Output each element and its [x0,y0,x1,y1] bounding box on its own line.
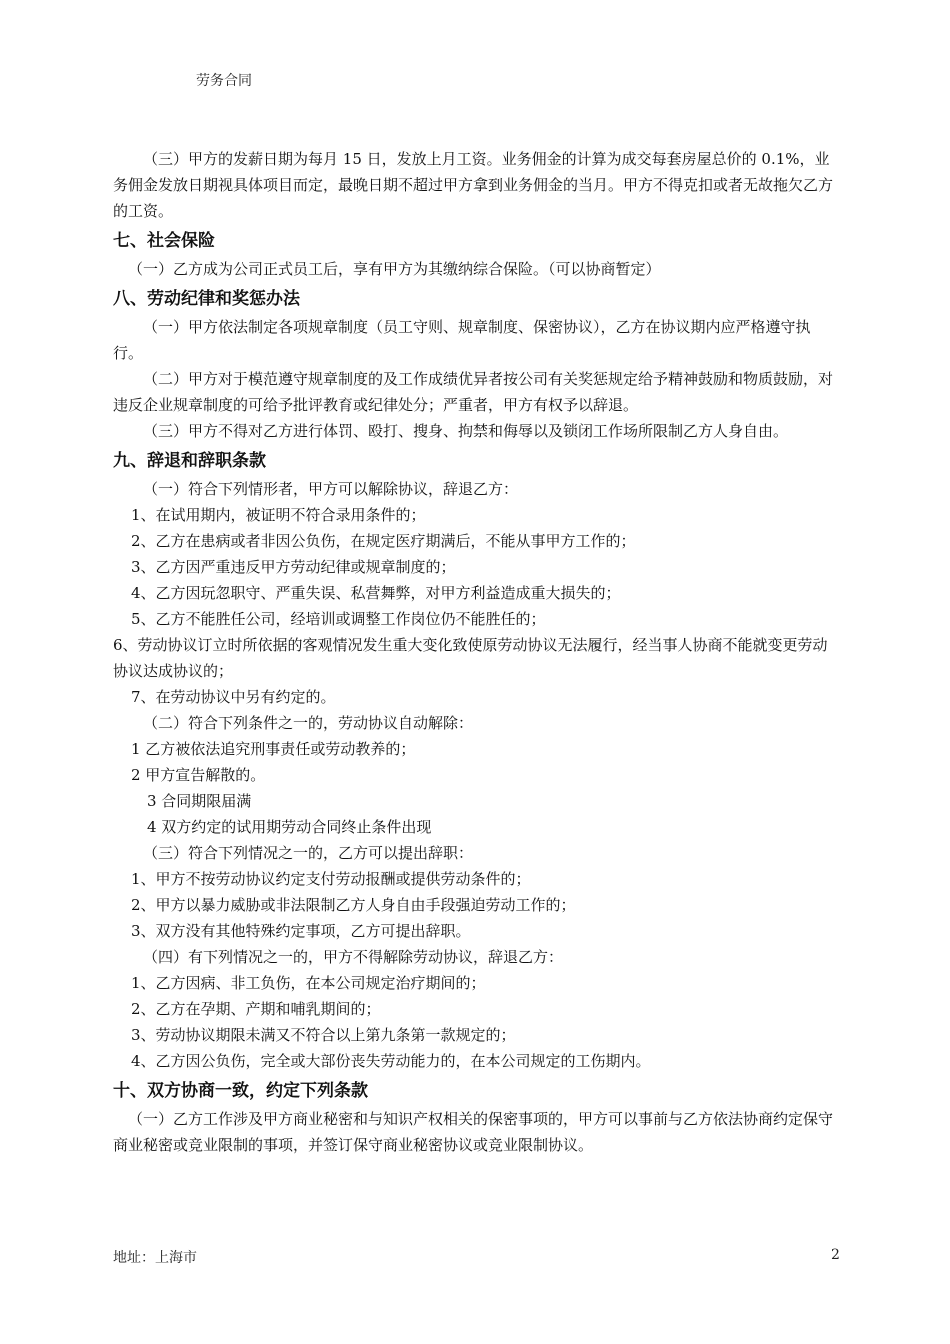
list-item: 4、乙方因公负伤，完全或大部份丧失劳动能力的，在本公司规定的工伤期内。 [131,1052,651,1070]
heading-section-7: 七、社会保险 [113,231,215,251]
paragraph-6-3: （三）甲方的发薪日期为每月 15 日，发放上月工资。业务佣金的计算为成交每套房屋总价的 0.1%，业务佣金发放日期视具体项目而定，最晚日期不超过甲方拿到业务佣金的当月。甲方不得克扣或者无故拖欠乙方的工资。 [113,150,834,220]
list-item: 4、乙方因玩忽职守、严重失误、私营舞弊，对甲方利益造成重大损失的； [131,584,621,602]
list-item: 3 合同期限届满 [147,792,252,810]
paragraph-7-1: （一）乙方成为公司正式员工后，享有甲方为其缴纳综合保险。（可以协商暂定） [128,260,661,278]
list-item: 1、乙方因病、非工负伤，在本公司规定治疗期间的； [131,974,486,992]
list-item: 6、劳动协议订立时所依据的客观情况发生重大变化致使原劳动协议无法履行，经当事人协商不能就变更劳动协议达成协议的； [113,636,828,680]
list-item: 2、乙方在患病或者非因公负伤，在规定医疗期满后，不能从事甲方工作的； [131,532,636,550]
list-item: 3、乙方因严重违反甲方劳动纪律或规章制度的； [131,558,456,576]
list-item: 4 双方约定的试用期劳动合同终止条件出现 [147,818,432,836]
page-number: 2 [831,1247,840,1263]
list-item: 5、乙方不能胜任公司，经培训或调整工作岗位仍不能胜任的； [131,610,546,628]
list-item: 2、甲方以暴力威胁或非法限制乙方人身自由手段强迫劳动工作的； [131,896,576,914]
paragraph-8-1: （一）甲方依法制定各项规章制度（员工守则、规章制度、保密协议），乙方在协议期内应严格遵守执行。 [113,318,811,362]
page-header-title: 劳务合同 [196,73,252,89]
list-item: 1、甲方不按劳动协议约定支付劳动报酬或提供劳动条件的； [131,870,531,888]
paragraph-8-2: （二）甲方对于模范遵守规章制度的及工作成绩优异者按公司有关奖惩规定给予精神鼓励和物质鼓励，对违反企业规章制度的可给予批评教育或纪律处分；严重者，甲方有权予以辞退。 [113,370,834,414]
list-item: 1、在试用期内，被证明不符合录用条件的； [131,506,426,524]
footer-address: 地址：上海市 [113,1250,197,1266]
paragraph-9-2: （二）符合下列条件之一的，劳动协议自动解除： [143,714,474,732]
paragraph-9-3: （三）符合下列情况之一的，乙方可以提出辞职： [143,844,474,862]
list-item: 1 乙方被依法追究刑事责任或劳动教养的； [131,740,416,758]
heading-section-10: 十、双方协商一致，约定下列条款 [113,1081,368,1101]
list-item: 2 甲方宣告解散的。 [131,766,266,784]
document-body [113,146,840,1158]
paragraph-9-1: （一）符合下列情形者，甲方可以解除协议，辞退乙方： [143,480,519,498]
list-item: 7、在劳动协议中另有约定的。 [131,688,336,706]
list-item: 3、双方没有其他特殊约定事项，乙方可提出辞职。 [131,922,471,940]
paragraph-9-4: （四）有下列情况之一的，甲方不得解除劳动协议，辞退乙方： [143,948,564,966]
paragraph-10-1: （一）乙方工作涉及甲方商业秘密和与知识产权相关的保密事项的，甲方可以事前与乙方依法协商约定保守商业秘密或竞业限制的事项，并签订保守商业秘密协议或竞业限制协议。 [113,1110,834,1154]
list-item: 3、劳动协议期限未满又不符合以上第九条第一款规定的； [131,1026,516,1044]
paragraph-8-3: （三）甲方不得对乙方进行体罚、殴打、搜身、拘禁和侮辱以及锁闭工作场所限制乙方人身自由。 [143,422,789,440]
list-item: 2、乙方在孕期、产期和哺乳期间的； [131,1000,381,1018]
heading-section-8: 八、劳动纪律和奖惩办法 [113,289,300,309]
heading-section-9: 九、辞退和辞职条款 [113,451,266,471]
